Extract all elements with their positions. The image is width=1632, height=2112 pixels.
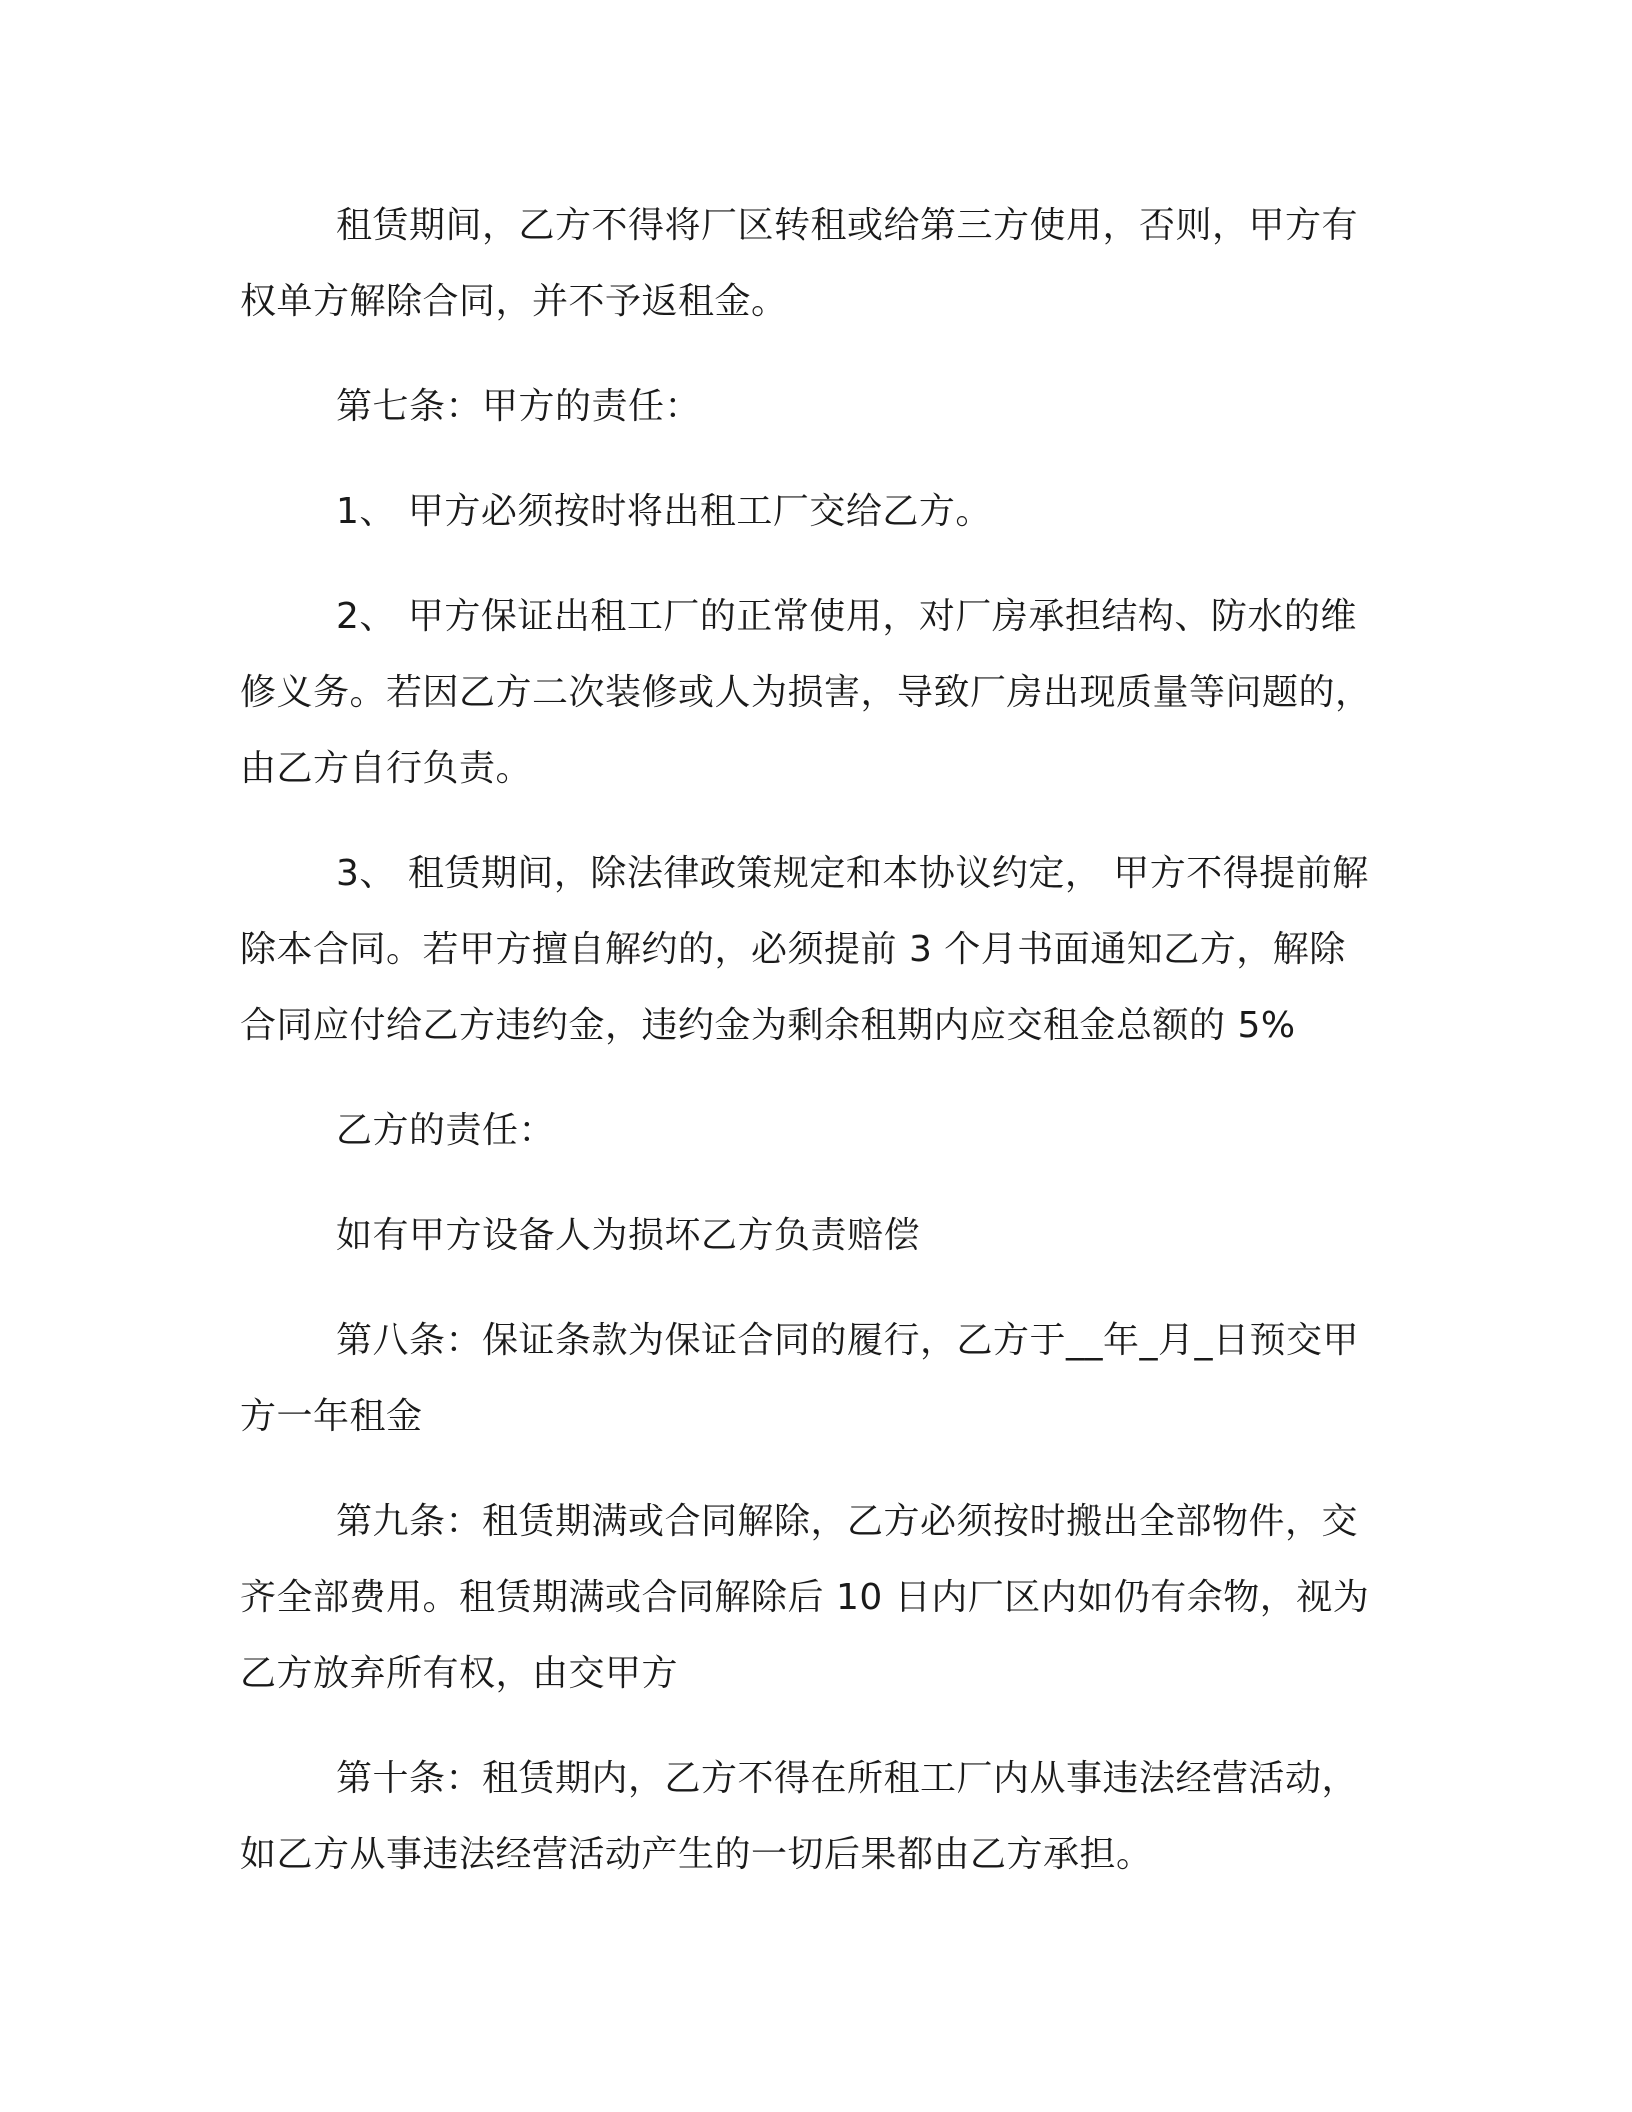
paragraph-party-a-duty-2: 2、 甲方保证出租工厂的正常使用，对厂房承担结构、防水的维修义务。若因乙方二次装修或人为损害，导致厂房出现质量等问题的，由乙方自行负责。	[240, 596, 1372, 789]
paragraph-article-8: 第八条：保证条款为保证合同的履行，乙方于__年_月_日预交甲方一年租金	[240, 1320, 1360, 1437]
paragraph-article-9: 第九条：租赁期满或合同解除，乙方必须按时搬出全部物件，交齐全部费用。租赁期满或合同解除后 10 日内厂区内如仍有余物，视为乙方放弃所有权，由交甲方	[240, 1501, 1370, 1694]
paragraph-party-a-duty-3: 3、 租赁期间，除法律政策规定和本协议约定， 甲方不得提前解除本合同。若甲方擅自解约的，必须提前 3 个月书面通知乙方，解除合同应付给乙方违约金，违约金为剩余租期内应交租金总额的 5%	[240, 853, 1369, 1046]
paragraph-party-a-duty-1: 1、 甲方必须按时将出租工厂交给乙方。	[336, 491, 992, 532]
document-body	[240, 188, 1380, 1893]
paragraph-sublease-clause: 租赁期间，乙方不得将厂区转租或给第三方使用，否则，甲方有权单方解除合同，并不予返租金。	[240, 205, 1359, 322]
paragraph-article-10: 第十条：租赁期内，乙方不得在所租工厂内从事违法经营活动，如乙方从事违法经营活动产生的一切后果都由乙方承担。	[240, 1758, 1359, 1875]
paragraph-party-b-duty: 如有甲方设备人为损坏乙方负责赔偿	[336, 1215, 921, 1256]
paragraph-party-b-heading: 乙方的责任：	[336, 1110, 556, 1151]
paragraph-article-7-heading: 第七条：甲方的责任：	[336, 386, 702, 427]
